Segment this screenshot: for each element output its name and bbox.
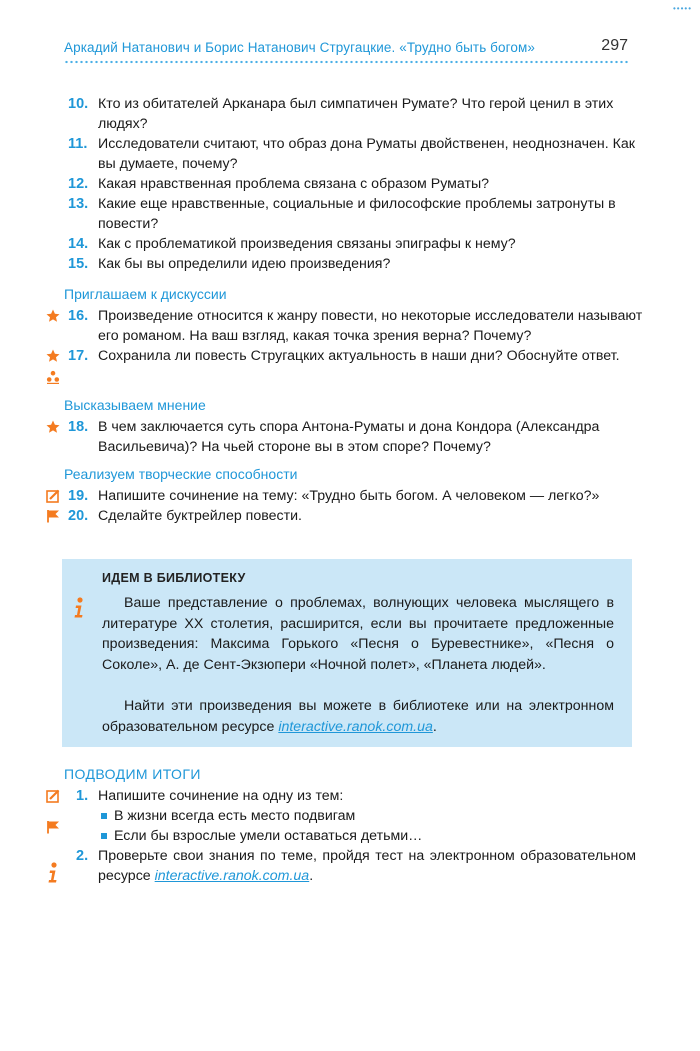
summary-number: 1. — [76, 788, 89, 804]
library-paragraph-2-text: Найти эти произведения вы можете в библиотеке или на электронном образовательном ресурсе — [102, 698, 614, 735]
summary-item-2-text: Проверьте свои знания по теме, пройдя тест на электронном образовательном ресурсе — [98, 848, 636, 884]
question-text: Сделайте буктрейлер повести. — [98, 508, 302, 524]
question-13 — [68, 194, 643, 234]
question-text: Какая нравственная проблема связана с образом Руматы? — [98, 176, 490, 192]
info-i-icon — [46, 862, 60, 884]
question-number: 16. — [68, 308, 89, 324]
section-title-creative: Реализуем творческие способности — [64, 466, 298, 482]
question-number: 20. — [68, 508, 89, 524]
library-box — [62, 559, 632, 747]
resource-link[interactable]: interactive.ranok.com.ua — [278, 718, 433, 735]
library-paragraph-1-text: Ваше представление о проблемах, волнующих человека мыслящего в литературе ХХ столетия, расширится, если вы прочитаете предложенные произведения: Максима Горького «Песня о Буревестнике», «Песня о Соколе», А. де Сент-Экзюпери «Ночной полет», «Планета людей». — [102, 595, 614, 673]
library-paragraph-1 — [102, 593, 614, 675]
question-text: Произведение относится к жанру повести, но некоторые исследователи называют его романом. На ваш взгляд, какая точка зрения верна? Почему? — [98, 308, 643, 344]
header-dotted-rule — [64, 60, 630, 64]
question-number: 10. — [68, 96, 89, 112]
page-number: 297 — [601, 37, 628, 54]
question-text: Напишите сочинение на тему: «Трудно быть богом. А человеком — легко?» — [98, 488, 600, 504]
question-15 — [68, 254, 643, 274]
summary-topic-list — [98, 806, 636, 846]
question-number: 11. — [68, 136, 88, 152]
orange-star-icon — [46, 420, 60, 434]
question-text: Какие еще нравственные, социальные и философские проблемы затронуты в повести? — [98, 196, 616, 232]
flag-icon — [46, 509, 60, 523]
question-list-opinion — [68, 417, 643, 457]
summary-number: 2. — [76, 848, 89, 864]
question-20 — [68, 506, 643, 526]
question-list-discussion — [68, 306, 643, 366]
orange-star-icon — [46, 309, 60, 323]
summary-title: ПОДВОДИМ ИТОГИ — [64, 766, 201, 782]
question-12 — [68, 174, 643, 194]
group-people-icon — [46, 370, 60, 384]
list-item: В жизни всегда есть место подвигам — [98, 806, 636, 826]
question-number: 13. — [68, 196, 89, 212]
summary-item-1 — [76, 786, 636, 846]
library-period: . — [432, 718, 437, 735]
library-title: ИДЕМ В БИБЛИОТЕКУ — [102, 571, 246, 585]
question-text: Исследователи считают, что образ дона Руматы двойственен, неоднозначен. Как вы думаете, почему? — [98, 136, 635, 172]
question-text: В чем заключается суть спора Антона-Руматы и дона Кондора (Александра Васильевича)? На чьей стороне вы в этом споре? Почему? — [98, 419, 600, 455]
question-text: Как с проблематикой произведения связаны эпиграфы к нему? — [98, 236, 516, 252]
question-text: Сохранила ли повесть Стругацких актуальность в наши дни? Обоснуйте ответ. — [98, 348, 620, 364]
summary-item-2 — [76, 846, 636, 886]
orange-star-icon — [46, 349, 60, 363]
list-item: Если бы взрослые умели оставаться детьми… — [98, 826, 636, 846]
question-number: 12. — [68, 176, 89, 192]
running-title: Аркадий Натанович и Борис Натанович Стругацкие. «Трудно быть богом» — [64, 40, 535, 55]
question-18 — [68, 417, 643, 457]
pencil-note-icon — [46, 489, 60, 503]
question-10 — [68, 94, 643, 134]
question-14 — [68, 234, 643, 254]
question-16 — [68, 306, 643, 346]
question-11 — [68, 134, 643, 174]
library-paragraph-2 — [102, 696, 614, 737]
info-i-icon — [72, 597, 86, 619]
summary-period: . — [309, 868, 314, 884]
question-number: 15. — [68, 256, 89, 272]
question-text: Как бы вы определили идею произведения? — [98, 256, 391, 272]
pencil-note-icon — [46, 789, 60, 803]
section-title-opinion: Высказываем мнение — [64, 397, 206, 413]
question-text: Кто из обитателей Арканара был симпатичен Румате? Что герой ценил в этих людях? — [98, 96, 614, 132]
section-title-discussion: Приглашаем к дискуссии — [64, 286, 227, 302]
question-list-top — [68, 94, 643, 274]
question-17 — [68, 346, 643, 366]
question-19 — [68, 486, 643, 506]
question-number: 18. — [68, 419, 89, 435]
question-list-creative — [68, 486, 643, 526]
page-header — [64, 37, 634, 64]
flag-icon — [46, 820, 60, 834]
resource-link[interactable]: interactive.ranok.com.ua — [154, 868, 310, 884]
corner-mark: ••••• — [672, 4, 692, 13]
question-number: 17. — [68, 348, 89, 364]
question-number: 14. — [68, 236, 89, 252]
question-number: 19. — [68, 488, 89, 504]
summary-item-1-text: Напишите сочинение на одну из тем: — [98, 788, 344, 804]
